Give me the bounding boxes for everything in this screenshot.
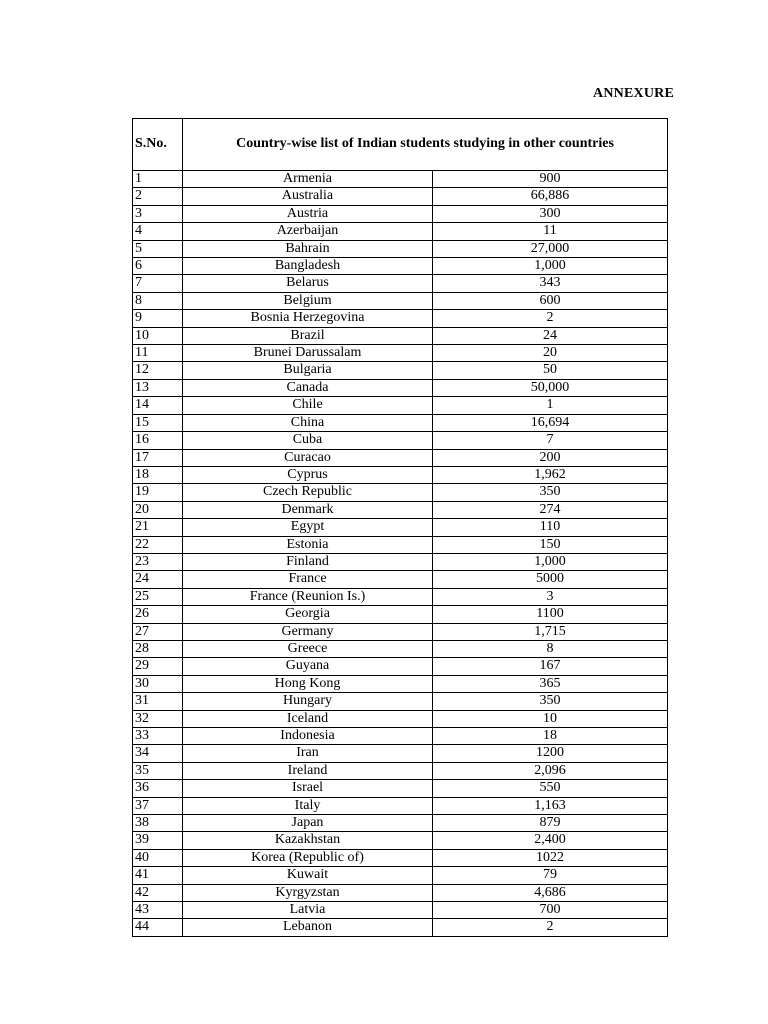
country-cell: Canada [183,379,433,396]
student-count-cell: 900 [433,171,668,188]
country-cell: Hungary [183,693,433,710]
serial-number-cell: 40 [133,849,183,866]
table-row [133,449,668,466]
serial-number-cell: 17 [133,449,183,466]
serial-number-cell: 9 [133,310,183,327]
table-row [133,205,668,222]
country-cell: Georgia [183,606,433,623]
table-row [133,728,668,745]
country-cell: Armenia [183,171,433,188]
serial-number-cell: 22 [133,536,183,553]
serial-number-cell: 14 [133,397,183,414]
student-count-cell: 350 [433,484,668,501]
table-row [133,171,668,188]
country-cell: Brunei Darussalam [183,345,433,362]
student-count-cell: 7 [433,432,668,449]
table-row [133,832,668,849]
table-row [133,223,668,240]
country-cell: Kyrgyzstan [183,884,433,901]
student-count-cell: 2 [433,310,668,327]
student-count-cell: 1,000 [433,258,668,275]
table-row [133,780,668,797]
country-cell: Korea (Republic of) [183,849,433,866]
serial-number-cell: 11 [133,345,183,362]
table-row [133,553,668,570]
serial-number-cell: 26 [133,606,183,623]
country-cell: France (Reunion Is.) [183,588,433,605]
serial-number-cell: 2 [133,188,183,205]
country-cell: Germany [183,623,433,640]
serial-number-cell: 43 [133,902,183,919]
student-count-cell: 1,163 [433,797,668,814]
student-count-cell: 365 [433,675,668,692]
country-cell: Kuwait [183,867,433,884]
serial-number-cell: 6 [133,258,183,275]
student-count-cell: 1,962 [433,466,668,483]
table-row [133,519,668,536]
country-cell: Bangladesh [183,258,433,275]
student-count-cell: 66,886 [433,188,668,205]
country-cell: China [183,414,433,431]
table-row [133,345,668,362]
table-row [133,693,668,710]
serial-number-cell: 36 [133,780,183,797]
table-row [133,902,668,919]
serial-number-cell: 42 [133,884,183,901]
country-cell: Cuba [183,432,433,449]
student-count-cell: 50 [433,362,668,379]
student-count-cell: 274 [433,501,668,518]
country-cell: Bahrain [183,240,433,257]
country-cell: Curacao [183,449,433,466]
table-row [133,275,668,292]
country-cell: Latvia [183,902,433,919]
country-cell: Kazakhstan [183,832,433,849]
country-cell: Egypt [183,519,433,536]
country-cell: Azerbaijan [183,223,433,240]
country-cell: Australia [183,188,433,205]
country-cell: Greece [183,640,433,657]
table-row [133,658,668,675]
country-cell: Denmark [183,501,433,518]
table-title-header: Country-wise list of Indian students studying in other countries [183,119,668,171]
student-count-cell: 1022 [433,849,668,866]
country-cell: Italy [183,797,433,814]
table-row [133,884,668,901]
country-cell: Bulgaria [183,362,433,379]
table-row [133,292,668,309]
table-row [133,797,668,814]
serial-number-cell: 35 [133,762,183,779]
serial-number-cell: 32 [133,710,183,727]
table-body [133,171,668,937]
serial-number-cell: 8 [133,292,183,309]
table-row [133,432,668,449]
country-cell: Israel [183,780,433,797]
serial-number-cell: 33 [133,728,183,745]
table-row [133,414,668,431]
student-count-cell: 11 [433,223,668,240]
table-row [133,745,668,762]
table-row [133,919,668,936]
student-count-cell: 343 [433,275,668,292]
country-cell: Belgium [183,292,433,309]
serial-number-cell: 19 [133,484,183,501]
table-row [133,762,668,779]
student-count-cell: 24 [433,327,668,344]
serial-number-cell: 3 [133,205,183,222]
serial-number-cell: 41 [133,867,183,884]
serial-number-cell: 37 [133,797,183,814]
table-row [133,397,668,414]
table-row [133,327,668,344]
student-count-cell: 200 [433,449,668,466]
serial-number-cell: 34 [133,745,183,762]
table-row [133,258,668,275]
student-count-cell: 20 [433,345,668,362]
student-count-cell: 300 [433,205,668,222]
table-row [133,240,668,257]
serial-number-cell: 29 [133,658,183,675]
serial-number-cell: 30 [133,675,183,692]
student-count-cell: 700 [433,902,668,919]
serial-number-cell: 27 [133,623,183,640]
country-cell: Finland [183,553,433,570]
country-cell: Chile [183,397,433,414]
sno-header: S.No. [133,119,183,171]
student-count-cell: 79 [433,867,668,884]
student-count-cell: 27,000 [433,240,668,257]
country-cell: Japan [183,815,433,832]
country-cell: Indonesia [183,728,433,745]
table-row [133,623,668,640]
country-cell: Belarus [183,275,433,292]
student-count-cell: 16,694 [433,414,668,431]
student-count-cell: 350 [433,693,668,710]
serial-number-cell: 5 [133,240,183,257]
table-row [133,484,668,501]
country-cell: Lebanon [183,919,433,936]
table-row [133,640,668,657]
country-cell: Cyprus [183,466,433,483]
student-count-cell: 18 [433,728,668,745]
table-row [133,466,668,483]
student-count-cell: 5000 [433,571,668,588]
table-row [133,571,668,588]
serial-number-cell: 18 [133,466,183,483]
student-count-cell: 167 [433,658,668,675]
student-count-cell: 2 [433,919,668,936]
country-cell: Czech Republic [183,484,433,501]
table-row [133,606,668,623]
serial-number-cell: 44 [133,919,183,936]
student-count-cell: 110 [433,519,668,536]
country-cell: Ireland [183,762,433,779]
table-row [133,849,668,866]
table-row [133,588,668,605]
serial-number-cell: 20 [133,501,183,518]
country-cell: Brazil [183,327,433,344]
table-row [133,815,668,832]
table-row [133,362,668,379]
annexure-label: ANNEXURE [593,86,674,101]
table-row [133,710,668,727]
serial-number-cell: 28 [133,640,183,657]
student-count-cell: 879 [433,815,668,832]
student-count-cell: 3 [433,588,668,605]
table-row [133,867,668,884]
country-cell: Hong Kong [183,675,433,692]
country-cell: Estonia [183,536,433,553]
student-count-cell: 1100 [433,606,668,623]
table-header-row [133,119,668,171]
table-row [133,188,668,205]
table-row [133,675,668,692]
student-count-cell: 550 [433,780,668,797]
serial-number-cell: 21 [133,519,183,536]
serial-number-cell: 38 [133,815,183,832]
country-cell: Iran [183,745,433,762]
students-table [132,118,668,937]
student-count-cell: 1,000 [433,553,668,570]
country-cell: Iceland [183,710,433,727]
serial-number-cell: 7 [133,275,183,292]
serial-number-cell: 10 [133,327,183,344]
serial-number-cell: 15 [133,414,183,431]
country-cell: France [183,571,433,588]
table-row [133,310,668,327]
serial-number-cell: 16 [133,432,183,449]
student-count-cell: 8 [433,640,668,657]
student-count-cell: 1200 [433,745,668,762]
serial-number-cell: 23 [133,553,183,570]
serial-number-cell: 4 [133,223,183,240]
student-count-cell: 4,686 [433,884,668,901]
student-count-cell: 600 [433,292,668,309]
student-count-cell: 50,000 [433,379,668,396]
student-count-cell: 2,096 [433,762,668,779]
student-count-cell: 1,715 [433,623,668,640]
serial-number-cell: 1 [133,171,183,188]
country-cell: Guyana [183,658,433,675]
serial-number-cell: 12 [133,362,183,379]
serial-number-cell: 24 [133,571,183,588]
table-row [133,501,668,518]
serial-number-cell: 13 [133,379,183,396]
serial-number-cell: 39 [133,832,183,849]
serial-number-cell: 31 [133,693,183,710]
serial-number-cell: 25 [133,588,183,605]
table-row [133,379,668,396]
country-cell: Austria [183,205,433,222]
student-count-cell: 1 [433,397,668,414]
student-count-cell: 10 [433,710,668,727]
student-count-cell: 2,400 [433,832,668,849]
country-cell: Bosnia Herzegovina [183,310,433,327]
student-count-cell: 150 [433,536,668,553]
table-row [133,536,668,553]
